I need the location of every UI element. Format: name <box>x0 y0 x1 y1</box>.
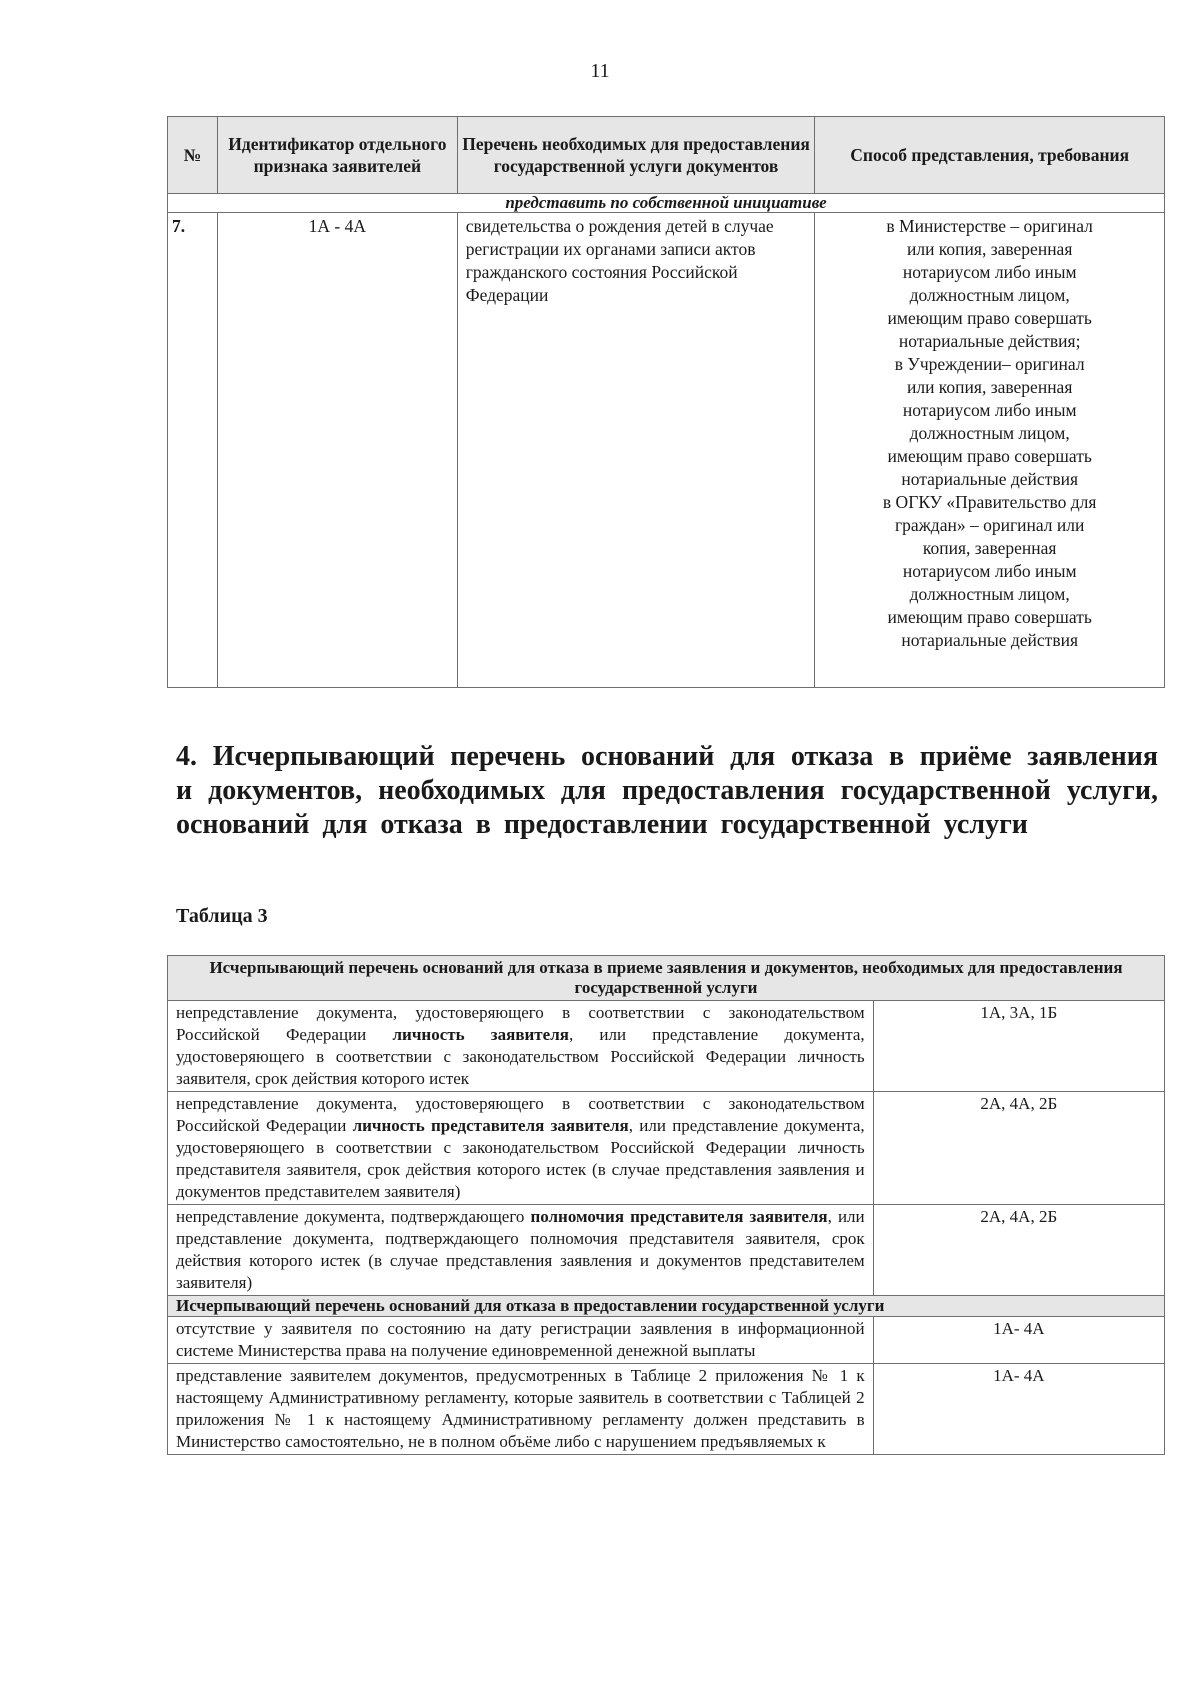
table-row <box>168 1205 1165 1296</box>
table-row <box>168 1001 1165 1092</box>
reason-text: непредставление документа, подтверждающего полномочия представителя заявителя, или представление документа, подтверждающего полномочия представителя заявителя, срок действия которого истек (в случае представления заявления и документов представителем заявителя) <box>168 1205 874 1296</box>
documents-table <box>167 116 1165 688</box>
refusal-grounds-table <box>167 955 1165 1455</box>
table-row <box>168 1364 1165 1455</box>
reason-code: 1А- 4А <box>873 1364 1164 1455</box>
refusal-acceptance-header: Исчерпывающий перечень оснований для отказа в приеме заявления и документов, необходимых для предоставления государственной услуги <box>168 956 1165 1001</box>
row-number: 7. <box>168 213 218 688</box>
page-number: 11 <box>590 60 610 82</box>
reason-code: 2А, 4А, 2Б <box>873 1205 1164 1296</box>
table-caption: Таблица 3 <box>176 905 268 927</box>
reason-text: отсутствие у заявителя по состоянию на дату регистрации заявления в информационной системе Министерства права на получение единовременной денежной выплаты <box>168 1317 874 1364</box>
reason-text: непредставление документа, удостоверяющего в соответствии с законодательством Российской Федерации личность заявителя, или представление документа, удостоверяющего в соответствии с законодательством Российской Федерации личность заявителя, срок действия которого истек <box>168 1001 874 1092</box>
reason-text: представление заявителем документов, предусмотренных в Таблице 2 приложения № 1 к настоящему Административному регламенту, которые заявитель в соответствии с Таблицей 2 приложения № 1 к настоящему Административному регламенту должен представить в Министерство самостоятельно, не в полном объёме либо с нарушением предъявляемых к <box>168 1364 874 1455</box>
table-row <box>168 1092 1165 1205</box>
table-row <box>168 1317 1165 1364</box>
reason-code: 1А, 3А, 1Б <box>873 1001 1164 1092</box>
reason-text: непредставление документа, удостоверяющего в соответствии с законодательством Российской Федерации личность представителя заявителя, или представление документа, удостоверяющего в соответствии с законодательством Российской Федерации личность представителя заявителя, срок действия которого истек (в случае представления заявления и документов представителем заявителя) <box>168 1092 874 1205</box>
row-documents: свидетельства о рождения детей в случае регистрации их органами записи актов гражданского состояния Российской Федерации <box>457 213 815 688</box>
section-title: 4. Исчерпывающий перечень оснований для отказа в приёме заявления и документов, необходимых для предоставления государственной услуги, оснований для отказа в предоставлении государственной услуги <box>176 741 1158 840</box>
row-identifier: 1А - 4А <box>217 213 457 688</box>
subheader-own-initiative: представить по собственной инициативе <box>168 194 1165 213</box>
row-method: в Министерстве – оригинал или копия, заверенная нотариусом либо иным должностным лицом, имеющим право совершать нотариальные действия; в Учреждении– оригинал или копия, заверенная нотариусом либо иным должностным лицом, имеющим право совершать нотариальные действия в ОГКУ «Правительство для граждан» – оригинал или копия, заверенная нотариусом либо иным должностным лицом, имеющим право совершать нотариальные действия <box>815 213 1165 688</box>
header-documents: Перечень необходимых для предоставления государственной услуги документов <box>457 117 815 194</box>
refusal-service-header: Исчерпывающий перечень оснований для отказа в предоставлении государственной услуги <box>168 1296 1165 1317</box>
header-method: Способ представления, требования <box>815 117 1165 194</box>
header-number: № <box>168 117 218 194</box>
reason-code: 2А, 4А, 2Б <box>873 1092 1164 1205</box>
header-identifier: Идентификатор отдельного признака заявителей <box>217 117 457 194</box>
table-row <box>168 213 1165 688</box>
reason-code: 1А- 4А <box>873 1317 1164 1364</box>
